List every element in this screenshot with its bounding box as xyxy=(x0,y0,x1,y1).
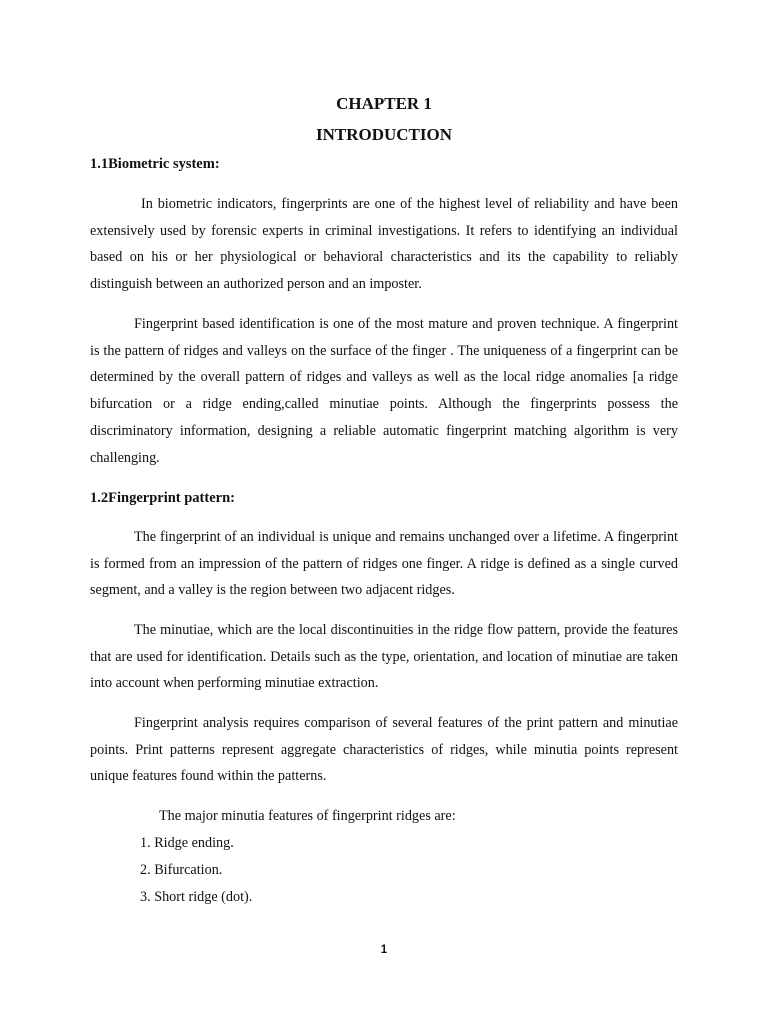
page-number: 1 xyxy=(380,944,388,956)
chapter-label: CHAPTER 1 xyxy=(336,94,432,113)
minutia-list-item: 3. Short ridge (dot). xyxy=(140,889,253,905)
section-heading-fingerprint-pattern: 1.2Fingerprint pattern: xyxy=(90,490,235,506)
section-heading-biometric-system: 1.1Biometric system: xyxy=(90,156,220,172)
minutia-list-item: 1. Ridge ending. xyxy=(140,835,234,851)
chapter-title: INTRODUCTION xyxy=(315,125,453,144)
paragraph-fingerprint-analysis: Fingerprint analysis requires comparison of several features of the print pattern and minutiae points. Print patterns represent aggregate characteristics of ridges, while minutia points represent unique features found within the patterns. xyxy=(90,715,678,785)
paragraph-biometric-indicators: In biometric indicators, fingerprints are one of the highest level of reliability and have been extensively used by forensic experts in criminal investigations. It refers to identifying an individual based on his or her physiological or behavioral characteristics and its the capability to reliably distinguish between an authorized person and an imposter. xyxy=(90,196,678,293)
paragraph-fingerprint-identification: Fingerprint based identification is one of the most mature and proven technique. A fingerprint is the pattern of ridges and valleys on the surface of the finger . The uniqueness of a fingerprint can be determined by the overall pattern of ridges and valleys as well as the local ridge anomalies [a ridge bifurcation or a ridge ending,called minutiae points. Although the fingerprints possess the discriminatory information, designing a reliable automatic fingerprint matching algorithm is very challenging. xyxy=(90,316,678,466)
minutia-list-item: 2. Bifurcation. xyxy=(140,862,223,878)
minutia-list-intro: The major minutia features of fingerprint ridges are: xyxy=(159,808,456,824)
paragraph-fingerprint-unique: The fingerprint of an individual is unique and remains unchanged over a lifetime. A fingerprint is formed from an impression of the pattern of ridges one finger. A ridge is defined as a single curved segment, and a valley is the region between two adjacent ridges. xyxy=(90,529,678,599)
paragraph-minutiae: The minutiae, which are the local discontinuities in the ridge flow pattern, provide the features that are used for identification. Details such as the type, orientation, and location of minutiae are taken into account when performing minutiae extraction. xyxy=(90,622,678,692)
